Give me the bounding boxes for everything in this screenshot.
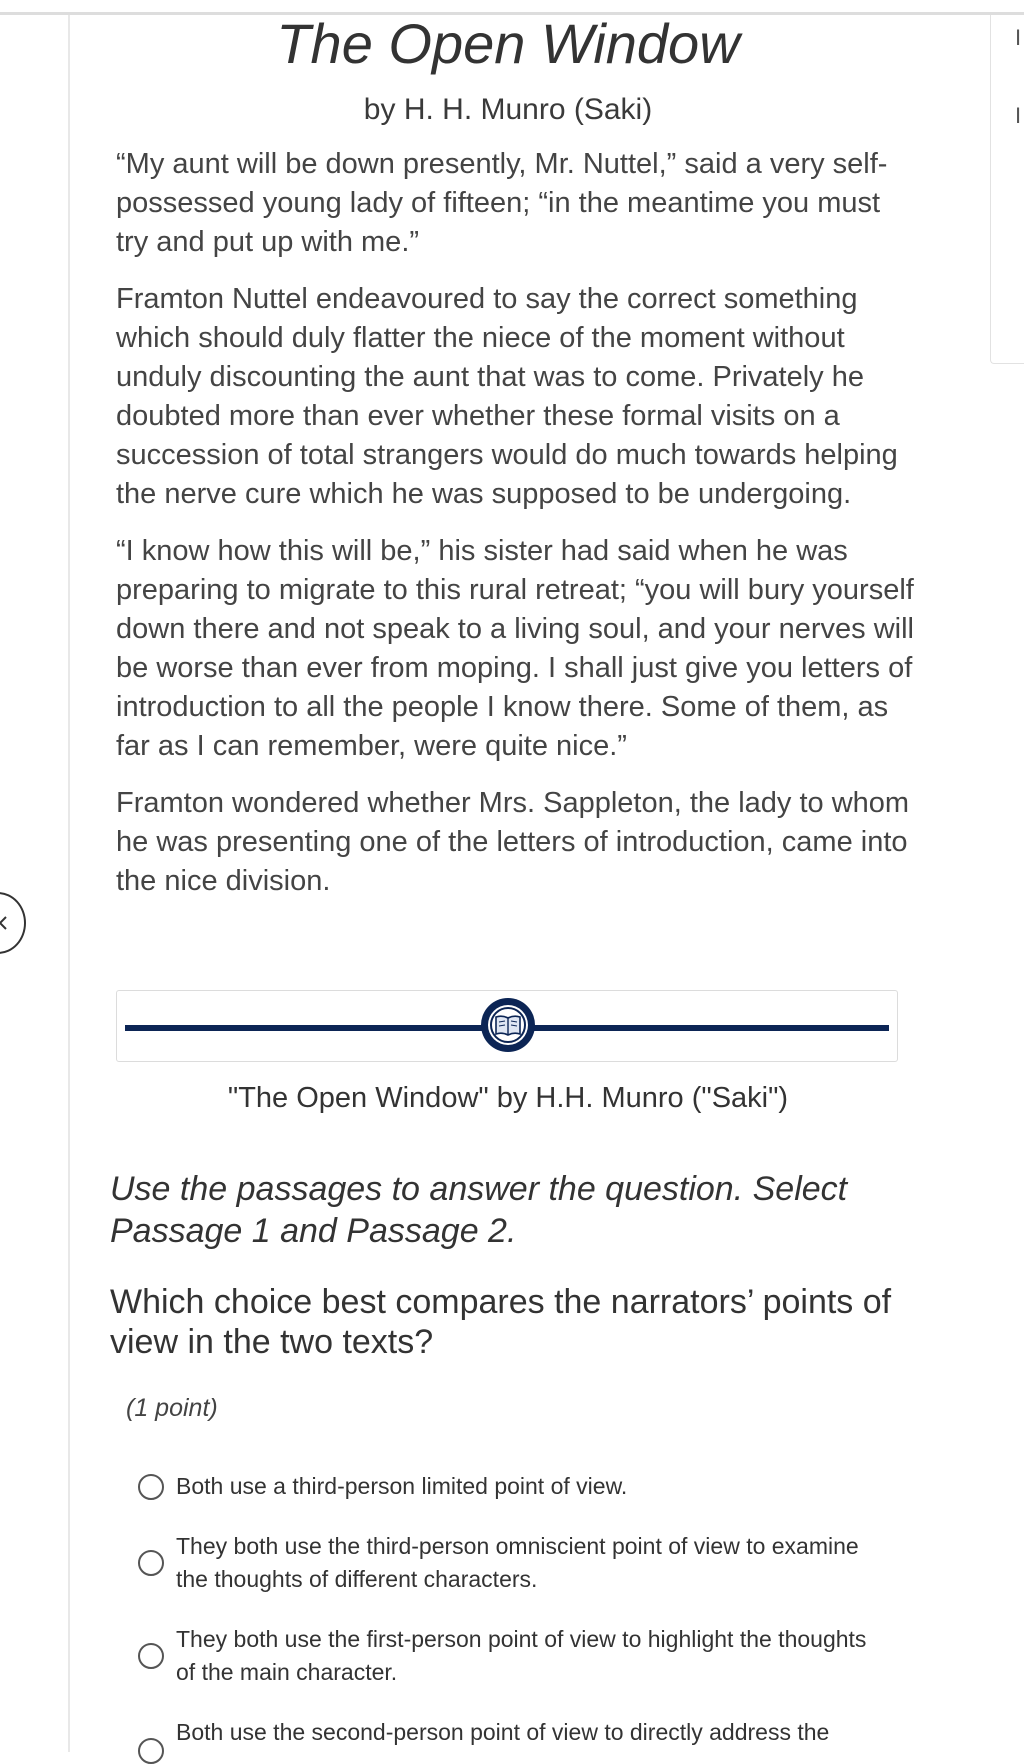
passage-text: [116, 145, 916, 919]
passage-paragraph: Framton wondered whether Mrs. Sappleton, the lady to whom he was presenting one of the letters of introduction, came into the nice division.: [116, 787, 910, 897]
answer-choice-label: They both use the first-person point of view to highlight the thoughts of the main character.: [176, 1626, 867, 1685]
radio-button[interactable]: [138, 1474, 164, 1500]
open-book-icon: [481, 998, 535, 1052]
passage-caption: "The Open Window" by H.H. Munro ("Saki"): [227, 1082, 789, 1114]
question-points: (1 point): [126, 1394, 218, 1422]
content-left-border: [68, 15, 70, 1752]
answer-choice[interactable]: [138, 1470, 876, 1503]
side-panel: [990, 15, 1024, 364]
answer-choice[interactable]: [138, 1623, 876, 1689]
passage-paragraph: “My aunt will be down presently, Mr. Nuttel,” said a very self-possessed young lady of fifteen; “in the meantime you must try and put up with me.”: [116, 148, 888, 258]
question-instructions: Use the passages to answer the question. Select Passage 1 and Passage 2.: [110, 1170, 848, 1250]
story-title: The Open Window: [276, 12, 740, 75]
answer-choice[interactable]: [138, 1530, 876, 1596]
passage-divider: [116, 990, 898, 1062]
radio-button[interactable]: [138, 1550, 164, 1576]
previous-button[interactable]: [0, 892, 26, 954]
answer-choice-label: They both use the third-person omniscient point of view to examine the thoughts of different characters.: [176, 1533, 859, 1592]
side-panel-text: I: [1015, 25, 1022, 50]
radio-button[interactable]: [138, 1643, 164, 1669]
side-panel-text: I: [1015, 103, 1022, 128]
question-prompt: Which choice best compares the narrators’ points of view in the two texts?: [110, 1283, 892, 1361]
radio-button[interactable]: [138, 1738, 164, 1764]
answer-choice-label: Both use a third-person limited point of view.: [176, 1473, 628, 1499]
story-byline: by H. H. Munro (Saki): [363, 93, 653, 126]
passage-paragraph: “I know how this will be,” his sister had said when he was preparing to migrate to this rural retreat; “you will bury yourself down there and not speak to a living soul, and your nerves will be worse than ever from moping. I shall just give you letters of introduction to all the people I know there. Some of them, as far as I can remember, were quite nice.”: [116, 535, 914, 762]
answer-choice-label: Both use the second-person point of view to directly address the: [176, 1719, 830, 1745]
chevron-left-icon: [0, 915, 8, 931]
answer-choice[interactable]: [138, 1716, 876, 1764]
passage-paragraph: Framton Nuttel endeavoured to say the correct something which should duly flatter the niece of the moment without unduly discounting the aunt that was to come. Privately he doubted more than ever whether these formal visits on a succession of total strangers would do much towards helping the nerve cure which he was supposed to be undergoing.: [116, 283, 898, 510]
